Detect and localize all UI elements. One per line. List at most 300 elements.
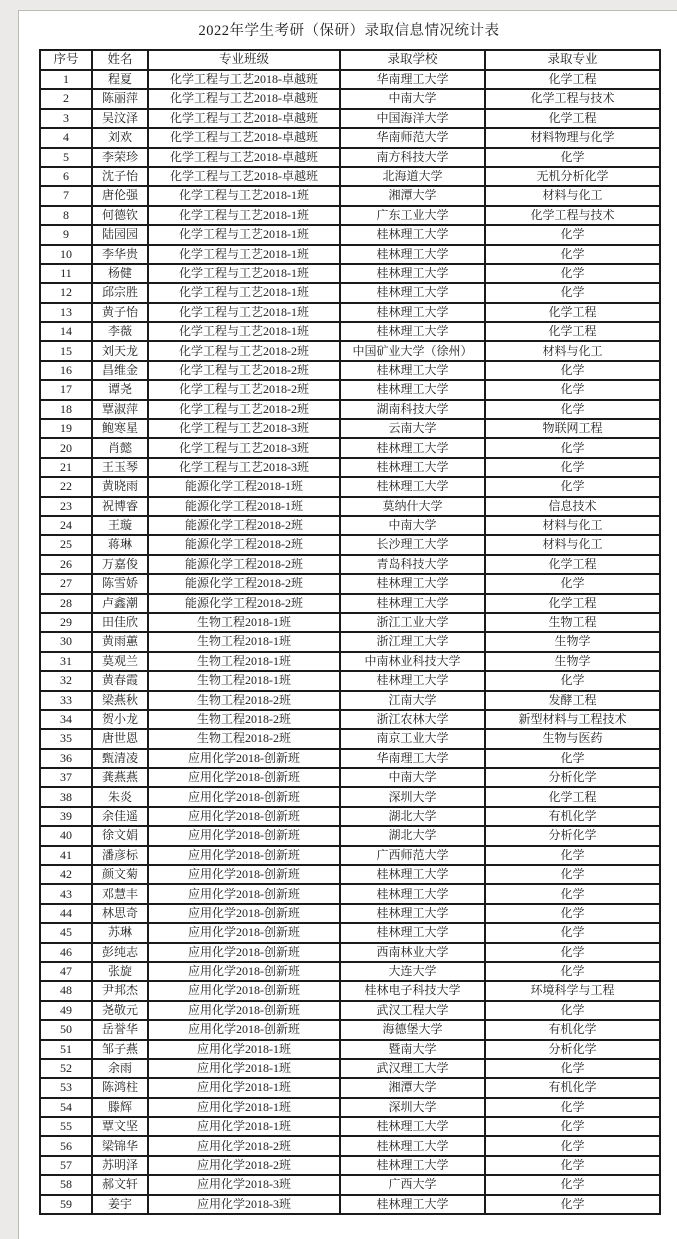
cell-school: 武汉理工大学 <box>340 1059 485 1078</box>
cell-school: 桂林理工大学 <box>340 671 485 690</box>
cell-school: 桂林理工大学 <box>340 264 485 283</box>
cell-major: 化学工程 <box>485 787 660 806</box>
cell-class: 应用化学2018-创新班 <box>148 1020 340 1039</box>
cell-class: 化学工程与工艺2018-卓越班 <box>148 89 340 108</box>
cell-class: 生物工程2018-2班 <box>148 729 340 748</box>
table-row <box>40 1059 660 1078</box>
cell-class: 应用化学2018-2班 <box>148 1156 340 1175</box>
header-cell-school: 录取学校 <box>340 50 485 70</box>
cell-school: 浙江工业大学 <box>340 613 485 632</box>
cell-class: 应用化学2018-创新班 <box>148 846 340 865</box>
cell-index: 58 <box>40 1175 92 1194</box>
cell-school: 桂林理工大学 <box>340 245 485 264</box>
table-row <box>40 380 660 399</box>
cell-index: 27 <box>40 574 92 593</box>
cell-index: 41 <box>40 846 92 865</box>
table-row <box>40 148 660 167</box>
cell-major: 环境科学与工程 <box>485 981 660 1000</box>
cell-name: 潘彦标 <box>92 846 148 865</box>
cell-name: 李薇 <box>92 322 148 341</box>
cell-school: 华南理工大学 <box>340 749 485 768</box>
cell-name: 彭纯志 <box>92 943 148 962</box>
table-row <box>40 1195 660 1214</box>
cell-school: 桂林理工大学 <box>340 477 485 496</box>
cell-school: 江南大学 <box>340 691 485 710</box>
cell-major: 化学 <box>485 458 660 477</box>
cell-index: 34 <box>40 710 92 729</box>
cell-name: 余雨 <box>92 1059 148 1078</box>
cell-major: 化学 <box>485 400 660 419</box>
cell-name: 苏明泽 <box>92 1156 148 1175</box>
cell-class: 能源化学工程2018-2班 <box>148 555 340 574</box>
table-row <box>40 322 660 341</box>
cell-major: 化学 <box>485 865 660 884</box>
cell-name: 苏琳 <box>92 923 148 942</box>
table-row <box>40 89 660 108</box>
cell-major: 化学 <box>485 1117 660 1136</box>
cell-class: 应用化学2018-创新班 <box>148 826 340 845</box>
cell-index: 13 <box>40 303 92 322</box>
cell-index: 3 <box>40 109 92 128</box>
cell-school: 桂林理工大学 <box>340 303 485 322</box>
cell-major: 物联网工程 <box>485 419 660 438</box>
table-row <box>40 497 660 516</box>
cell-index: 14 <box>40 322 92 341</box>
cell-school: 武汉工程大学 <box>340 1001 485 1020</box>
cell-class: 应用化学2018-创新班 <box>148 749 340 768</box>
cell-name: 梁燕秋 <box>92 691 148 710</box>
cell-school: 桂林理工大学 <box>340 1156 485 1175</box>
cell-major: 生物学 <box>485 632 660 651</box>
cell-major: 化学 <box>485 283 660 302</box>
cell-class: 应用化学2018-创新班 <box>148 768 340 787</box>
cell-class: 生物工程2018-2班 <box>148 691 340 710</box>
table-row <box>40 341 660 360</box>
table-row <box>40 109 660 128</box>
cell-school: 浙江理工大学 <box>340 632 485 651</box>
cell-name: 徐文娟 <box>92 826 148 845</box>
cell-school: 桂林电子科技大学 <box>340 981 485 1000</box>
cell-index: 59 <box>40 1195 92 1214</box>
admissions-table <box>39 49 661 1215</box>
cell-name: 万嘉俊 <box>92 555 148 574</box>
table-row <box>40 206 660 225</box>
cell-school: 莫纳什大学 <box>340 497 485 516</box>
cell-major: 化学 <box>485 1195 660 1214</box>
table-row <box>40 787 660 806</box>
cell-name: 吴汶泽 <box>92 109 148 128</box>
cell-class: 化学工程与工艺2018-1班 <box>148 283 340 302</box>
cell-major: 化学工程与技术 <box>485 89 660 108</box>
cell-major: 化学 <box>485 1175 660 1194</box>
cell-school: 中国矿业大学（徐州） <box>340 341 485 360</box>
table-row <box>40 1098 660 1117</box>
cell-class: 应用化学2018-2班 <box>148 1136 340 1155</box>
cell-index: 29 <box>40 613 92 632</box>
table-row <box>40 1156 660 1175</box>
cell-index: 36 <box>40 749 92 768</box>
header-cell-name: 姓名 <box>92 50 148 70</box>
table-row <box>40 632 660 651</box>
cell-name: 岳誉华 <box>92 1020 148 1039</box>
document-page <box>18 10 677 1239</box>
cell-class: 应用化学2018-3班 <box>148 1175 340 1194</box>
cell-major: 化学 <box>485 477 660 496</box>
cell-index: 32 <box>40 671 92 690</box>
cell-index: 33 <box>40 691 92 710</box>
table-row <box>40 594 660 613</box>
cell-school: 湘潭大学 <box>340 186 485 205</box>
cell-major: 化学工程 <box>485 555 660 574</box>
cell-major: 化学 <box>485 1059 660 1078</box>
cell-school: 广西大学 <box>340 1175 485 1194</box>
cell-index: 51 <box>40 1040 92 1059</box>
table-row <box>40 245 660 264</box>
table-row <box>40 846 660 865</box>
cell-class: 应用化学2018-创新班 <box>148 923 340 942</box>
table-row <box>40 535 660 554</box>
table-row <box>40 225 660 244</box>
cell-index: 17 <box>40 380 92 399</box>
cell-index: 4 <box>40 128 92 147</box>
cell-major: 材料与化工 <box>485 341 660 360</box>
cell-name: 余佳遥 <box>92 807 148 826</box>
cell-index: 50 <box>40 1020 92 1039</box>
cell-major: 材料与化工 <box>485 535 660 554</box>
cell-major: 化学 <box>485 245 660 264</box>
cell-major: 化学 <box>485 962 660 981</box>
cell-index: 22 <box>40 477 92 496</box>
cell-index: 44 <box>40 904 92 923</box>
cell-class: 能源化学工程2018-2班 <box>148 574 340 593</box>
cell-name: 梁锦华 <box>92 1136 148 1155</box>
table-row <box>40 710 660 729</box>
cell-major: 化学 <box>485 846 660 865</box>
cell-major: 化学工程 <box>485 70 660 89</box>
cell-major: 生物与医药 <box>485 729 660 748</box>
cell-major: 材料物理与化学 <box>485 128 660 147</box>
cell-major: 化学 <box>485 1136 660 1155</box>
table-row <box>40 1040 660 1059</box>
cell-class: 应用化学2018-创新班 <box>148 1001 340 1020</box>
cell-index: 48 <box>40 981 92 1000</box>
cell-name: 邱宗胜 <box>92 283 148 302</box>
cell-name: 张旋 <box>92 962 148 981</box>
table-row <box>40 1136 660 1155</box>
cell-name: 邓慧丰 <box>92 884 148 903</box>
cell-major: 无机分析化学 <box>485 167 660 186</box>
cell-class: 化学工程与工艺2018-2班 <box>148 380 340 399</box>
cell-name: 颜文菊 <box>92 865 148 884</box>
cell-school: 桂林理工大学 <box>340 458 485 477</box>
cell-class: 化学工程与工艺2018-1班 <box>148 322 340 341</box>
table-row <box>40 1078 660 1097</box>
cell-name: 尧敬元 <box>92 1001 148 1020</box>
cell-index: 28 <box>40 594 92 613</box>
cell-name: 鲍寒星 <box>92 419 148 438</box>
table-row <box>40 729 660 748</box>
cell-major: 化学 <box>485 380 660 399</box>
cell-index: 15 <box>40 341 92 360</box>
cell-index: 57 <box>40 1156 92 1175</box>
cell-major: 分析化学 <box>485 1040 660 1059</box>
table-row <box>40 303 660 322</box>
cell-major: 化学 <box>485 904 660 923</box>
cell-major: 化学 <box>485 1156 660 1175</box>
cell-index: 12 <box>40 283 92 302</box>
cell-index: 23 <box>40 497 92 516</box>
cell-name: 祝博睿 <box>92 497 148 516</box>
cell-school: 桂林理工大学 <box>340 865 485 884</box>
cell-class: 化学工程与工艺2018-卓越班 <box>148 109 340 128</box>
cell-school: 华南理工大学 <box>340 70 485 89</box>
cell-index: 39 <box>40 807 92 826</box>
cell-name: 陈雪娇 <box>92 574 148 593</box>
table-row <box>40 943 660 962</box>
cell-name: 滕辉 <box>92 1098 148 1117</box>
table-row <box>40 419 660 438</box>
cell-class: 能源化学工程2018-1班 <box>148 497 340 516</box>
table-row <box>40 613 660 632</box>
cell-class: 应用化学2018-1班 <box>148 1059 340 1078</box>
cell-index: 45 <box>40 923 92 942</box>
cell-name: 尹邦杰 <box>92 981 148 1000</box>
cell-class: 能源化学工程2018-2班 <box>148 535 340 554</box>
table-row <box>40 555 660 574</box>
cell-class: 化学工程与工艺2018-1班 <box>148 245 340 264</box>
cell-class: 生物工程2018-1班 <box>148 613 340 632</box>
cell-class: 应用化学2018-创新班 <box>148 865 340 884</box>
cell-index: 21 <box>40 458 92 477</box>
cell-index: 31 <box>40 652 92 671</box>
cell-class: 化学工程与工艺2018-1班 <box>148 264 340 283</box>
table-row <box>40 186 660 205</box>
cell-class: 化学工程与工艺2018-卓越班 <box>148 70 340 89</box>
cell-name: 杨健 <box>92 264 148 283</box>
cell-major: 分析化学 <box>485 768 660 787</box>
cell-school: 深圳大学 <box>340 1098 485 1117</box>
cell-school: 桂林理工大学 <box>340 283 485 302</box>
cell-major: 有机化学 <box>485 1078 660 1097</box>
cell-class: 化学工程与工艺2018-1班 <box>148 206 340 225</box>
cell-major: 化学 <box>485 361 660 380</box>
cell-class: 化学工程与工艺2018-卓越班 <box>148 148 340 167</box>
cell-school: 青岛科技大学 <box>340 555 485 574</box>
cell-name: 贺小龙 <box>92 710 148 729</box>
cell-class: 化学工程与工艺2018-卓越班 <box>148 128 340 147</box>
cell-name: 黄春霞 <box>92 671 148 690</box>
cell-name: 陈丽萍 <box>92 89 148 108</box>
cell-school: 北海道大学 <box>340 167 485 186</box>
cell-index: 25 <box>40 535 92 554</box>
cell-name: 唐世恩 <box>92 729 148 748</box>
cell-index: 35 <box>40 729 92 748</box>
cell-class: 化学工程与工艺2018-1班 <box>148 303 340 322</box>
cell-major: 生物学 <box>485 652 660 671</box>
cell-index: 46 <box>40 943 92 962</box>
cell-index: 42 <box>40 865 92 884</box>
cell-major: 化学 <box>485 225 660 244</box>
cell-index: 24 <box>40 516 92 535</box>
cell-class: 应用化学2018-创新班 <box>148 962 340 981</box>
cell-major: 化学 <box>485 148 660 167</box>
cell-major: 化学 <box>485 884 660 903</box>
cell-class: 应用化学2018-创新班 <box>148 981 340 1000</box>
cell-name: 李华贵 <box>92 245 148 264</box>
cell-major: 分析化学 <box>485 826 660 845</box>
cell-school: 桂林理工大学 <box>340 361 485 380</box>
table-row <box>40 749 660 768</box>
cell-index: 1 <box>40 70 92 89</box>
cell-class: 化学工程与工艺2018-卓越班 <box>148 167 340 186</box>
cell-class: 能源化学工程2018-2班 <box>148 594 340 613</box>
cell-index: 38 <box>40 787 92 806</box>
cell-name: 甄清凌 <box>92 749 148 768</box>
cell-school: 浙江农林大学 <box>340 710 485 729</box>
cell-major: 化学 <box>485 574 660 593</box>
cell-index: 49 <box>40 1001 92 1020</box>
cell-class: 应用化学2018-1班 <box>148 1117 340 1136</box>
cell-name: 卢鑫潮 <box>92 594 148 613</box>
header-cell-major: 录取专业 <box>485 50 660 70</box>
table-row <box>40 574 660 593</box>
cell-class: 应用化学2018-1班 <box>148 1078 340 1097</box>
cell-class: 生物工程2018-1班 <box>148 671 340 690</box>
cell-class: 应用化学2018-1班 <box>148 1098 340 1117</box>
table-row <box>40 923 660 942</box>
cell-name: 王璇 <box>92 516 148 535</box>
cell-school: 湘潭大学 <box>340 1078 485 1097</box>
cell-index: 19 <box>40 419 92 438</box>
cell-index: 30 <box>40 632 92 651</box>
cell-major: 化学工程 <box>485 109 660 128</box>
cell-school: 云南大学 <box>340 419 485 438</box>
cell-major: 有机化学 <box>485 1020 660 1039</box>
cell-school: 南京工业大学 <box>340 729 485 748</box>
table-row <box>40 438 660 457</box>
cell-school: 中南林业科技大学 <box>340 652 485 671</box>
cell-major: 材料与化工 <box>485 516 660 535</box>
table-row <box>40 1175 660 1194</box>
cell-name: 程夏 <box>92 70 148 89</box>
cell-index: 47 <box>40 962 92 981</box>
cell-major: 化学 <box>485 1001 660 1020</box>
cell-school: 湖北大学 <box>340 826 485 845</box>
cell-name: 李荣珍 <box>92 148 148 167</box>
cell-index: 18 <box>40 400 92 419</box>
cell-index: 2 <box>40 89 92 108</box>
cell-major: 发酵工程 <box>485 691 660 710</box>
cell-class: 化学工程与工艺2018-3班 <box>148 419 340 438</box>
cell-class: 应用化学2018-创新班 <box>148 807 340 826</box>
cell-school: 中南大学 <box>340 516 485 535</box>
cell-school: 桂林理工大学 <box>340 225 485 244</box>
table-row <box>40 807 660 826</box>
cell-major: 化学工程 <box>485 594 660 613</box>
cell-name: 田佳欣 <box>92 613 148 632</box>
table-row <box>40 652 660 671</box>
table-row <box>40 691 660 710</box>
table-row <box>40 1001 660 1020</box>
cell-class: 生物工程2018-2班 <box>148 710 340 729</box>
cell-name: 龚燕燕 <box>92 768 148 787</box>
cell-class: 应用化学2018-创新班 <box>148 787 340 806</box>
cell-class: 应用化学2018-1班 <box>148 1040 340 1059</box>
cell-index: 10 <box>40 245 92 264</box>
cell-index: 8 <box>40 206 92 225</box>
table-row <box>40 904 660 923</box>
cell-major: 化学工程 <box>485 303 660 322</box>
cell-index: 20 <box>40 438 92 457</box>
cell-index: 53 <box>40 1078 92 1097</box>
cell-major: 化学 <box>485 923 660 942</box>
cell-name: 朱炎 <box>92 787 148 806</box>
cell-major: 有机化学 <box>485 807 660 826</box>
cell-name: 昌维金 <box>92 361 148 380</box>
cell-name: 郝文轩 <box>92 1175 148 1194</box>
table-row <box>40 768 660 787</box>
cell-school: 桂林理工大学 <box>340 574 485 593</box>
cell-index: 6 <box>40 167 92 186</box>
cell-name: 刘欢 <box>92 128 148 147</box>
cell-school: 暨南大学 <box>340 1040 485 1059</box>
table-row <box>40 962 660 981</box>
table-row <box>40 1020 660 1039</box>
cell-school: 长沙理工大学 <box>340 535 485 554</box>
table-row <box>40 671 660 690</box>
table-row <box>40 884 660 903</box>
cell-major: 化学 <box>485 943 660 962</box>
cell-school: 桂林理工大学 <box>340 380 485 399</box>
cell-major: 化学 <box>485 749 660 768</box>
cell-school: 桂林理工大学 <box>340 884 485 903</box>
cell-class: 应用化学2018-创新班 <box>148 904 340 923</box>
table-header-row <box>40 50 660 70</box>
cell-index: 54 <box>40 1098 92 1117</box>
cell-index: 9 <box>40 225 92 244</box>
table-row <box>40 70 660 89</box>
table-row <box>40 1117 660 1136</box>
cell-index: 43 <box>40 884 92 903</box>
table-row <box>40 981 660 1000</box>
cell-name: 陈鸿柱 <box>92 1078 148 1097</box>
cell-school: 桂林理工大学 <box>340 322 485 341</box>
cell-name: 刘天龙 <box>92 341 148 360</box>
cell-major: 化学 <box>485 1098 660 1117</box>
cell-name: 黄雨蕙 <box>92 632 148 651</box>
cell-school: 南方科技大学 <box>340 148 485 167</box>
cell-index: 40 <box>40 826 92 845</box>
table-row <box>40 361 660 380</box>
cell-name: 林思奇 <box>92 904 148 923</box>
table-row <box>40 826 660 845</box>
cell-class: 化学工程与工艺2018-3班 <box>148 438 340 457</box>
table-row <box>40 865 660 884</box>
table-row <box>40 128 660 147</box>
cell-name: 姜宇 <box>92 1195 148 1214</box>
cell-school: 桂林理工大学 <box>340 594 485 613</box>
cell-index: 56 <box>40 1136 92 1155</box>
cell-major: 信息技术 <box>485 497 660 516</box>
cell-name: 莫观兰 <box>92 652 148 671</box>
cell-index: 55 <box>40 1117 92 1136</box>
table-row <box>40 477 660 496</box>
cell-index: 52 <box>40 1059 92 1078</box>
cell-school: 海德堡大学 <box>340 1020 485 1039</box>
cell-school: 桂林理工大学 <box>340 438 485 457</box>
cell-school: 中国海洋大学 <box>340 109 485 128</box>
cell-school: 桂林理工大学 <box>340 1117 485 1136</box>
